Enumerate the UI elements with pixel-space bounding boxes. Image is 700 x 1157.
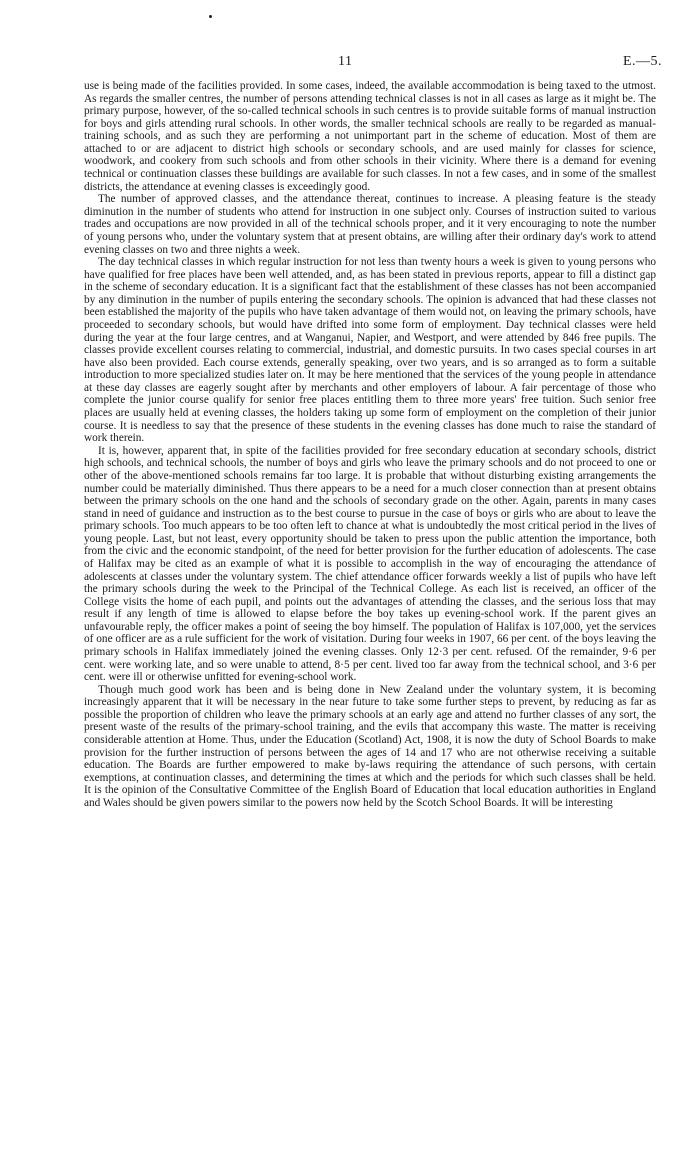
body-text — [84, 80, 656, 810]
paragraph-halifax: It is, however, apparent that, in spite of the facilities provided for free secondary education at secondary schools, district high schools, and technical schools, the number of boys and girls who leave the primary schools and do not proceed to one or other of the above-mentioned schools remains far too large. It is probable that without disturbing existing arrangements the number could be materially diminished. Thus there appears to be a need for a much closer connection than at present obtains between the primary schools on the one hand and the schools of secondary grade on the other. Again, parents in many cases stand in need of guidance and instruction as to the best course to pursue in the case of boys or girls who are about to leave the primary schools. Too much appears to be too often left to chance at what is undoubtedly the most critical period in the lives of young people. Last, but not least, every opportunity should be taken to press upon the public attention the importance, both from the civic and the economic standpoint, of the need for better provision for the further education of adolescents. The case of Halifax may be cited as an example of what it is possible to accomplish in the way of encouraging the attendance of adolescents at classes under the voluntary system. The chief attendance officer forwards weekly a list of pupils who have left the primary schools during the week to the Principal of the Technical College. As each list is received, an officer of the College visits the home of each pupil, and points out the advantages of attending the classes, and the serious loss that may result if any length of time is allowed to elapse before the boy takes up evening-school work. If the parent gives an unfavourable reply, the officer makes a point of seeing the boy himself. The population of Halifax is 107,000, yet the services of one officer are as a rule sufficient for the work of visitation. During four weeks in 1907, 66 per cent. of the boys leaving the primary schools in Halifax immediately joined the evening classes. Only 12·3 per cent. refused. Of the remainder, 9·6 per cent. were working late, and so were unable to attend, 8·5 per cent. lived too far away from the technical school, and 3·6 per cent. were ill or otherwise unfitted for evening-school work. — [84, 444, 656, 684]
series-reference: E.—5. — [622, 54, 662, 69]
page-number: 11 — [338, 54, 353, 69]
page-header — [0, 54, 700, 74]
paragraph-approved-classes: The number of approved classes, and the attendance thereat, continues to increase. A pleasing feature is the steady diminution in the number of students who attend for instruction in one subject only. Courses of instruction suited to various trades and occupations are now provided in all of the technical schools proper, and it it very encouraging to note the number of young persons who, under the voluntary system that at present obtains, are willing after their ordinary day's work to attend evening classes on two and three nights a week. — [84, 193, 656, 256]
paragraph-day-technical-classes: The day technical classes in which regular instruction for not less than twenty hours a week is given to young persons who have qualified for free places have been well attended, and, as has been stated in previous reports, appear to fill a distinct gap in the scheme of secondary education. It is a significant fact that the establishment of these classes has not been accompanied by any diminution in the number of pupils entering the secondary schools. The opinion is advanced that had these classes not been established the majority of the pupils who have taken advantage of them would not, on leaving the primary schools, have proceeded to secondary schools, but would have drifted into some form of employment. Day technical classes were held during the year at the four large centres, and at Wanganui, Napier, and Westport, and were attended by 846 free pupils. The classes provide excellent courses relating to commercial, industrial, and domestic pursuits. In two cases special courses in art have also been provided. Each course extends, generally speaking, over two years, and is so arranged as to form a suitable introduction to more specialized studies later on. It may be here mentioned that the services of the young people in attendance at these day classes are eagerly sought after by merchants and other employers of labour. A fair percentage of those who complete the junior course qualify for senior free places entitling them to three more years' free tuition. Such senior free places are usually held at evening classes, the holders taking up some form of employment on the completion of their junior course. It is needless to say that the presence of these students in the evening classes has done much to raise the standard of work therein. — [84, 256, 656, 445]
print-speck — [209, 15, 212, 18]
paragraph-facilities: use is being made of the facilities provided. In some cases, indeed, the available accommodation is being taxed to the utmost. As regards the smaller centres, the number of persons attending technical classes is not in all cases as large as it might be. The primary purpose, however, of the so-called technical schools in such centres is to provide suitable forms of manual instruction for boys and girls attending rural schools. In other words, the smaller technical schools are really to be regarded as manual-training schools, and as such they are performing a not unimportant part in the scheme of education. Most of them are attached to or are adjacent to district high schools or secondary schools, and are used mainly for classes for science, woodwork, and cookery from such schools and from other schools in their vicinity. Where there is a demand for evening technical or continuation classes these buildings are available for such classes. In not a few cases, and in some of the smallest districts, the attendance at evening classes is exceedingly good. — [84, 80, 656, 193]
paragraph-voluntary-system: Though much good work has been and is being done in New Zealand under the voluntary system, it is becoming increasingly apparent that it will be necessary in the near future to take some further steps to prevent, by reducing as far as possible the proportion of children who leave the primary schools at an early age and attend no further classes of any sort, the present waste of the results of the primary-school training, and the evils that accompany this waste. The matter is receiving considerable attention at Home. Thus, under the Education (Scotland) Act, 1908, it is now the duty of School Boards to make provision for the further instruction of persons between the ages of 14 and 17 who are not otherwise receiving a suitable education. The Boards are further empowered to make by-laws requiring the attendance of such persons, with certain exemptions, at continuation classes, and determining the times at which and the periods for which such classes shall be held. It is the opinion of the Consultative Committee of the English Board of Education that local education authorities in England and Wales should be given powers similar to the powers now held by the Scotch School Boards. It will be interesting — [84, 683, 656, 809]
